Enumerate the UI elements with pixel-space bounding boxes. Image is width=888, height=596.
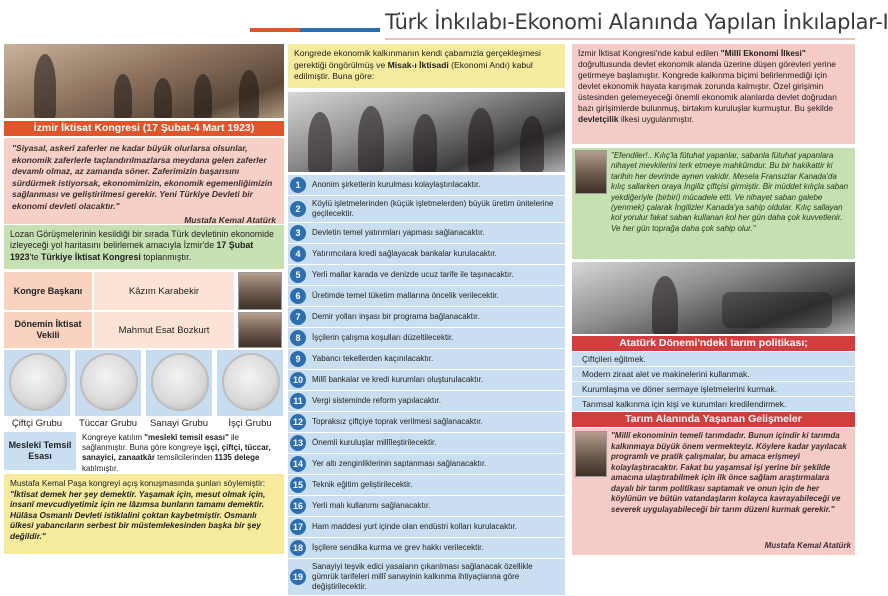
misak-item <box>288 559 565 596</box>
misak-item-text: Yerli malı kullanımı sağlanacaktır. <box>312 501 431 510</box>
misak-item-text: Demir yolları inşası bir programa bağlanacaktır. <box>312 312 480 321</box>
representation-label: Meslekî Temsil Esası <box>4 432 76 470</box>
misak-item-number: 8 <box>290 330 306 346</box>
misak-item-number: 11 <box>290 393 306 409</box>
misak-item-number: 2 <box>290 201 306 217</box>
misak-item-text: Anonim şirketlerin kurulması kolaylaştırılacaktır. <box>312 180 481 189</box>
rep-text-4: katılmıştır. <box>82 463 119 473</box>
rep-bold-1: "meslekî temsil esası" <box>144 433 229 442</box>
congress-title-bar: İzmir İktisat Kongresi (17 Şubat-4 Mart 1923) <box>4 121 284 136</box>
president-portrait <box>238 272 282 310</box>
farmers-coin-icon <box>9 353 67 411</box>
misak-item <box>288 223 565 244</box>
misak-item-number: 17 <box>290 519 306 535</box>
rep-text-3: temsilcilerinden <box>154 453 215 463</box>
agri-dev-title: Tarım Alanında Yaşanan Gelişmeler <box>572 412 855 427</box>
misak-item <box>288 475 565 496</box>
misak-intro-bold: Misak-ı İktisadi <box>387 59 449 70</box>
rep-text-1: Kongreye katılım <box>82 433 145 442</box>
left-quote-text: "Siyasal, askerî zaferler ne kadar büyük olurlarsa olsunlar, ekonomik zaferlerle taçlandırılmazlarsa meydana gelen zaferler devamlı olmaz, az zamanda söner. Zaferimizin başarısını sürdürmek istiyorsak, ekonomimizin, ekonomik egemenliğimizin sağlanması ve geliştirilmesi gerekir. Yeni Türkiye Devleti bir ekonomi devleti olacaktır." <box>12 143 273 211</box>
agri-policy-item: Tarımsal kalkınma için kişi ve kurumları kredilendirmek. <box>572 397 855 412</box>
rep-bold-2: işçi, çiftçi, tüccar, sanayici, zanaatkâr <box>82 443 271 463</box>
congress-intro <box>4 225 284 269</box>
group-label-farmers: Çiftçi Grubu <box>11 418 63 429</box>
misak-item-number: 10 <box>290 372 306 388</box>
minister-label: Dönemin İktisat Vekili <box>4 312 92 348</box>
misak-item-number: 5 <box>290 267 306 283</box>
misak-item-number: 3 <box>290 225 306 241</box>
misak-item-text: Sanayiyi teşvik edici yasaların çıkarılması sağlanacak özellikle gümrük tarifeleri millî sanayinin kalkınma ihtiyaçlarına göre değiştirilecektir. <box>312 562 533 591</box>
misak-item-number: 12 <box>290 414 306 430</box>
speech-prefix: Mustafa Kemal Paşa kongreyi açış konuşmasında şunları söylemiştir: <box>10 478 266 488</box>
misak-item <box>288 265 565 286</box>
right-intro-1: İzmir İktisat Kongresi'nde kabul edilen <box>578 48 721 58</box>
misak-item-text: Yabancı tekellerden kaçınılacaktır. <box>312 354 434 363</box>
agri-quote: "Millî ekonominin temeli tarımdadır. Bunun içindir ki tarımda kalkınmaya büyük önem vermekteyiz. Köylere kadar yayılacak programlı ve pratik çalışmalar, bu amaca erişmeyi kolaylaştıracaktır. Fakat bu yaşamsal işi yerine bir şekilde amacına ulaştırabilmek için ilk önce sağlam araştırmalara dayalı bir tarım politikası saptamak ve onun için de her köylünün ve bütün vatandaşların kolayca kavrayabileceği ve severek uygulayabileceği bir tarım düzeni kurmak gerekir." <box>611 431 847 514</box>
misak-item <box>288 328 565 349</box>
misak-intro <box>288 44 565 88</box>
president-label: Kongre Başkanı <box>4 272 92 310</box>
group-label-workers: İşçi Grubu <box>228 418 272 429</box>
misak-item <box>288 244 565 265</box>
group-label-industrialists: Sanayi Grubu <box>149 418 209 429</box>
right-intro-bold-2: devletçilik <box>578 114 619 124</box>
agri-policy-title: Atatürk Dönemi'ndeki tarım politikası; <box>572 336 855 351</box>
misak-item-number: 6 <box>290 288 306 304</box>
rep-bold-3: 1135 delege <box>214 453 260 463</box>
congress-intro-prefix: Lozan Görüşmelerinin kesildiği bir sırada Türk devletinin ekonomide izleyeceği yol haritasını belirlemek amacıyla İzmir'de <box>10 229 274 251</box>
agri-policy-item: Çiftçileri eğitmek. <box>572 352 855 367</box>
congress-hall-photo <box>288 92 565 172</box>
misak-item-text: İşçilerin çalışma koşulları düzeltilecektir. <box>312 333 454 342</box>
misak-item <box>288 517 565 538</box>
misak-item-text: Devletin temel yatırımları yapması sağlanacaktır. <box>312 228 485 237</box>
page-title: Türk İnkılabı-Ekonomi Alanında Yapılan İnkılaplar-I <box>385 10 888 34</box>
misak-item <box>288 196 565 223</box>
right-intro-bold-1: "Millî Ekonomi İlkesi" <box>720 48 806 58</box>
left-quote-author: Mustafa Kemal Atatürk <box>184 214 276 225</box>
misak-item-number: 15 <box>290 477 306 493</box>
misak-item-text: Vergi sisteminde reform yapılacaktır. <box>312 396 441 405</box>
misak-item <box>288 538 565 559</box>
agri-policy-item: Kurumlaşma ve döner sermaye işletmelerini kurmak. <box>572 382 855 397</box>
misak-item-number: 19 <box>290 569 306 585</box>
agri-policy-item: Modern ziraat alet ve makinelerini kullanmak. <box>572 367 855 382</box>
merchants-coin-icon <box>80 353 138 411</box>
misak-item <box>288 454 565 475</box>
president-value: Kâzım Karabekir <box>94 272 234 310</box>
misak-item-number: 13 <box>290 435 306 451</box>
misak-item <box>288 307 565 328</box>
ataturk-portrait-1 <box>575 150 607 194</box>
misak-item-text: Köylü işletmelerinden (küçük işletmelerden) büyük üretim ünitelerine geçilecektir. <box>312 199 554 218</box>
misak-item-text: Ham maddesi yurt içinde olan endüstri kolları kurulacaktır. <box>312 522 517 531</box>
misak-item-text: Topraksız çiftçiye toprak verilmesi sağlanacaktır. <box>312 417 483 426</box>
rep-text-2: ile sağlanmıştır. Buna göre kongreye <box>82 433 240 453</box>
ataturk-portrait-2 <box>575 431 607 477</box>
misak-item <box>288 496 565 517</box>
right-intro-2: doğrultusunda devlet ekonomik alanda üzerine düşen görevleri yerine getirmeye başlamıştır. Kongrede kalkınma biçimi belirlenmediği için devlet ekonomik hayata karışmak zorunda kalmıştır. Özel girişimin üstesinden gelemeyeceği önemli ekonomik alanlarda devlet doğrudan bazı girişimlerde bulunmuş, birtakım kuruluşlar kurmuştur. Bu şekilde <box>578 59 837 113</box>
congress-intro-date: 17 Şubat 1923 <box>10 240 254 262</box>
minister-value: Mahmut Esat Bozkurt <box>94 312 234 348</box>
misak-item-number: 14 <box>290 456 306 472</box>
agri-quote-author: Mustafa Kemal Atatürk <box>764 541 851 550</box>
misak-item-text: İşçilere sendika kurma ve grev hakkı verilecektir. <box>312 543 484 552</box>
misak-item <box>288 412 565 433</box>
workers-coin-icon <box>222 353 280 411</box>
misak-item-number: 9 <box>290 351 306 367</box>
misak-item-number: 18 <box>290 540 306 556</box>
misak-intro-1: Kongrede ekonomik kalkınmanın kendi çabamızla gerçekleşmesi gerektiği öngörülmüş ve <box>294 48 541 70</box>
left-quote-box <box>4 138 284 224</box>
representation-text <box>78 431 284 471</box>
speech-quote: "İktisat demek her şey demektir. Yaşamak için, mesut olmak için, insanî mevcudiyetimiz için ne lâzımsa bunların tamamı demektir. Hülâsa Osmanlı Devleti istiklalini çoktan kaybetmiştir. Osmanlı ülkesi yabancıların serbest bir müstemlekesinden başka bir şey değildir." <box>10 488 266 541</box>
header-stripe-orange <box>250 28 300 32</box>
misak-item-text: Yer altı zenginliklerinin saptanması sağlanacaktır. <box>312 459 487 468</box>
misak-item-number: 16 <box>290 498 306 514</box>
minister-portrait <box>238 312 282 348</box>
sword-plow-quote: "Efendiler!.. Kılıç'la fütuhat yapanlar, sabanla fütuhat yapanlara nihayet mevkilerini terk etmeye mahkûmdur. Bu bir hakikattir ki tarihin her devrinde aynen vakidir. Mesela Fransızlar Kanada'da kılıç sallarken oraya İngiliz çiftçisi girmiştir. Bir müddet kılıçla saban yekdiğeriyle (birbiri) mücadele etti. Ve nihayet saban galebe (yenmek) çalarak İngilizler Kanada'ya sahip oldular. Kılıç sallayan kol yorulur fakat saban kullanan kol her gün daha çok kuvvetlenir. Ve her gün toprağa daha çok sahip olur." <box>611 151 849 233</box>
misak-intro-2: (Ekonomi Andı) kabul edilmiştir. Buna göre: <box>294 59 533 82</box>
misak-item-text: Teknik eğitim geliştirilecektir. <box>312 480 413 489</box>
misak-item <box>288 349 565 370</box>
misak-item <box>288 391 565 412</box>
misak-item <box>288 370 565 391</box>
misak-item-text: Önemli kuruluşlar millîleştirilecektir. <box>312 438 437 447</box>
header-underline <box>385 38 855 40</box>
misak-item-text: Millî bankalar ve kredi kurumları oluşturulacaktır. <box>312 375 484 384</box>
congress-photo <box>4 44 284 118</box>
misak-item-number: 7 <box>290 309 306 325</box>
misak-item <box>288 286 565 307</box>
congress-intro-suffix: toplanmıştır. <box>140 251 192 262</box>
header-stripe-blue <box>300 28 380 32</box>
national-economy-intro <box>572 44 855 144</box>
misak-item <box>288 175 565 196</box>
right-intro-3: ilkesi uygulanmıştır. <box>618 114 694 124</box>
misak-item-text: Yatırımcılara kredi sağlayacak bankalar kurulacaktır. <box>312 249 497 258</box>
misak-item-text: Yerli mallar karada ve denizde ucuz tarife ile taşınacaktır. <box>312 270 514 279</box>
misak-item-text: Üretimde temel tüketim mallarına öncelik verilecektir. <box>312 291 499 300</box>
industrialists-coin-icon <box>151 353 209 411</box>
group-label-merchants: Tüccar Grubu <box>78 418 138 429</box>
misak-item-number: 4 <box>290 246 306 262</box>
tractor-photo <box>572 262 855 334</box>
misak-item-number: 1 <box>290 177 306 193</box>
opening-speech <box>4 474 284 554</box>
misak-item <box>288 433 565 454</box>
congress-intro-bold: Türkiye İktisat Kongresi <box>41 251 141 262</box>
congress-intro-mid: 'te <box>29 251 42 262</box>
